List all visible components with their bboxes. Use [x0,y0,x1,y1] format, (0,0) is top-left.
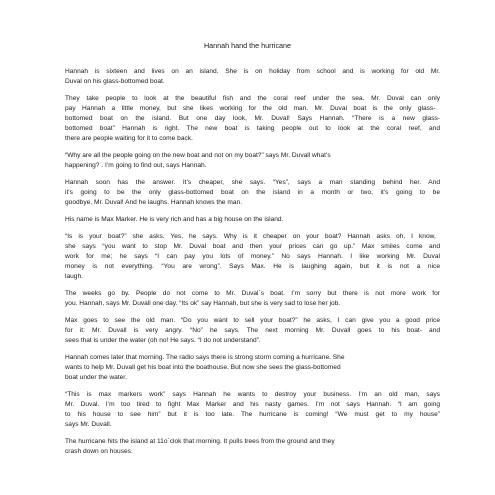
text-line: crash down on houses. [65,448,133,455]
text-line: pay Hannah a little money, but she likes working for the old man. Mr. Duval boat is the only glass- [65,105,436,112]
paragraph [65,289,440,309]
text-line: work for me; he says “I can pay you lots of money.” No says Hannah. I like working Mr. Duval [65,253,440,260]
text-line: she says “you want to stop Mr. Duval boat and then your prices can go up.” Max smiles come and [65,243,440,250]
paragraph [65,316,440,346]
text-line: wants to help Mr. Duvall get his boat into the boathouse. But now she sees the glass-bottomed [65,364,341,371]
text-line: bottomed boat” Hannah is right. The new boat is taking people out to look at the coral reef, and [65,125,440,132]
text-line: Max goes to see the old man. “Do you want to sell your boat?” he asks, I can give you a good price [65,317,440,324]
text-line: His name is Max Marker. He is very rich and has a big house on the island. [65,216,284,223]
text-line: says Mr. Duvall. [65,421,112,428]
text-line: happening? . I’m going to find out, says Hannah. [65,162,207,169]
paragraph [65,178,440,208]
text-line: you. Hannah, says Mr. Duvall one day. “Its ok” say Hannah, but she is very sad to lose her job. [65,300,341,307]
text-line: boat under the water. [65,374,127,381]
text-line: bottomed boat on the island. But one day look, Mr. Duval! Says Hannah. “There is a new glass- [65,115,440,122]
paragraph [65,94,440,144]
text-line: goodbye, Mr. Duval! And he laughs. Hannah knows the man. [65,199,243,206]
paragraph [65,151,440,171]
paragraph [65,67,440,87]
text-line: Duval on his glass-bottomed boat. [65,78,165,85]
text-line: there are people waiting for it to come back. [65,135,193,142]
text-line: “This is max markers work” says Hannah he wants to destroy your business. I’m an old man, says [65,391,440,398]
paragraph [65,215,440,225]
document-title: Hannah hand the hurricane [203,41,292,50]
text-line: Hannah soon has the answer. It’s cheaper, she says. “Yes”, says a man standing behind her. And [65,179,440,186]
text-line: it’s going to be the only glass-bottomed boat on the island in a month or two, it’s going to be [65,189,440,196]
text-line: Mr. Duval. I’m too tired to fight Max Marker and his nasty games. I’m not says Hannah. “I am going [65,401,440,408]
text-line: “Why are all the people going on the new boat and not on my boat?” says Mr. Duvall what’s [65,152,331,159]
paragraph [65,437,440,457]
text-line: “Is is your boat?” she asks. Yes, he says. Why is it cheaper on your boat? Hannah asks oh, I know, [65,233,436,240]
text-line: Hannah comes later that morning. The radio says there is strong storm coming a hurricane. She [65,354,345,361]
paragraph [65,390,440,430]
document-body [65,67,440,464]
text-line: The hurricane hits the island at 11o´clok that morning. It pulls trees from the ground and they [65,438,335,445]
text-line: money is not everything. “You are wrong”. Says Max. He is laughing again, but it is not a nice [65,263,440,270]
paragraph [65,353,440,383]
text-line: to his house to see him” but it is too late. The hurricane is coming! “We must get to my house” [65,411,440,418]
text-line: The weeks go by. People do not come to Mr. Duval´s boat. I’m sorry but there is not more work for [65,290,440,297]
text-line: Hannah is sixteen and lives on an island. She is on holiday from school and is working for old Mr. [65,68,440,75]
text-line: for it: Mr. Duvall is very angry. “No” he says. The next morning Mr. Duvall goes to his boat- and [65,327,440,334]
text-line: They take people to look at the beautiful fish and the coral reef under the sea. Mr. Duval can only [65,95,440,102]
paragraph [65,232,440,282]
text-line: laugh. [65,273,83,280]
text-line: sees that is under the water (oh no! He says. “I do not understand”. [65,337,261,344]
